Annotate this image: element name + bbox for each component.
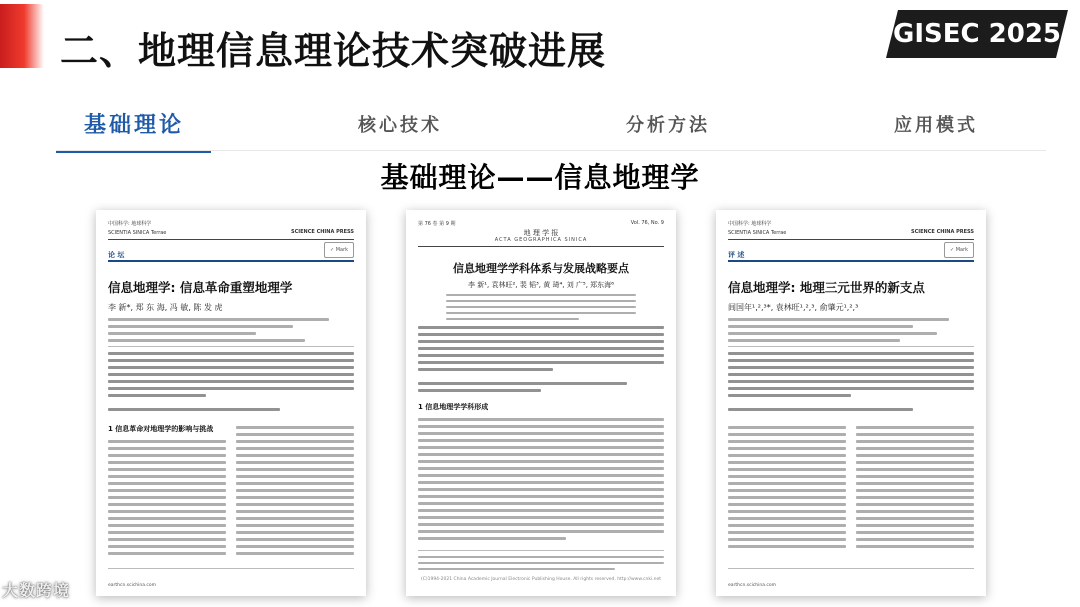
article-type-tag: 论 坛 xyxy=(108,251,125,259)
header-rule xyxy=(728,239,974,240)
brand-logo xyxy=(886,10,1068,58)
affiliations xyxy=(108,318,354,346)
body-columns xyxy=(108,426,354,559)
section-subtitle: 基础理论——信息地理学 xyxy=(380,161,700,194)
page-title: 二、地理信息理论技术突破进展 xyxy=(60,29,607,73)
tab-bar xyxy=(56,106,1046,150)
paper-authors: 李 新¹, 袁林旺², 裴 韬³, 黄 琦⁴, 刘 广⁵, 郑东海⁶ xyxy=(468,281,614,289)
footer-rule xyxy=(108,568,354,569)
footer-site: earthcn.scichina.com xyxy=(728,583,777,588)
publisher-logo: SCIENCE CHINA PRESS xyxy=(291,229,354,235)
volume-info-en: Vol. 76, No. 9 xyxy=(630,220,664,226)
paper-title: 信息地理学: 信息革命重塑地理学 xyxy=(108,280,293,295)
abstract-block xyxy=(728,352,974,401)
abstract-rule xyxy=(108,346,354,347)
crossmark-icon: ✓ Mark xyxy=(324,242,354,258)
footer-rule xyxy=(728,568,974,569)
abstract-rule xyxy=(728,346,974,347)
abstract-block xyxy=(418,326,664,375)
header-rule xyxy=(418,246,664,247)
publisher-logo: SCIENCE CHINA PRESS xyxy=(911,229,974,235)
header-rule xyxy=(108,239,354,240)
footnotes xyxy=(418,556,664,574)
tab-analysis-methods[interactable]: 分析方法 xyxy=(626,115,710,136)
section-heading: 1 信息地理学学科形成 xyxy=(418,403,489,411)
paper-card-1[interactable] xyxy=(96,210,366,596)
paper-card-3[interactable] xyxy=(716,210,986,596)
affiliations xyxy=(728,318,974,346)
paper-title: 信息地理学: 地理三元世界的新支点 xyxy=(728,280,925,295)
journal-name: 中国科学: 地球科学 xyxy=(108,221,152,227)
tab-core-technology[interactable]: 核心技术 xyxy=(358,115,442,136)
footer-site: earthcn.scichina.com xyxy=(108,583,157,588)
paper-authors: 闾国年¹,²,³*, 袁林旺¹,²,³, 俞肇元¹,²,³ xyxy=(728,303,859,312)
watermark: 大数跨境 xyxy=(2,581,71,600)
abstract-block xyxy=(108,352,354,401)
article-type-tag: 评 述 xyxy=(728,251,745,259)
tab-basic-theory[interactable]: 基础理论 xyxy=(84,113,185,138)
body-columns xyxy=(728,426,974,552)
keywords xyxy=(108,408,354,415)
section-heading: 1 信息革命对地理学的影响与挑战 xyxy=(108,425,214,433)
journal-name: 地 理 学 报 xyxy=(523,229,559,237)
keywords xyxy=(418,382,664,396)
brand-logo-text: GISEC 2025 xyxy=(893,19,1061,49)
header-accent-bar xyxy=(0,4,44,68)
crossmark-icon: ✓ Mark xyxy=(944,242,974,258)
keywords xyxy=(728,408,974,415)
journal-name-en: SCIENTIA SINICA Terrae xyxy=(108,230,167,236)
journal-name: 中国科学: 地球科学 xyxy=(728,221,772,227)
paper-card-2[interactable] xyxy=(406,210,676,596)
tag-rule xyxy=(108,260,354,262)
paper-authors: 李 新*, 郑 东 海, 冯 敏, 陈 发 虎 xyxy=(108,303,223,312)
journal-name-en: SCIENTIA SINICA Terrae xyxy=(728,230,787,236)
tag-rule xyxy=(728,260,974,262)
tab-application-modes[interactable]: 应用模式 xyxy=(894,115,978,136)
footer-rule xyxy=(418,550,664,551)
affiliations xyxy=(446,294,636,324)
journal-name-en: ACTA GEOGRAPHICA SINICA xyxy=(494,237,588,243)
body-text xyxy=(418,418,664,544)
tab-divider xyxy=(56,150,1046,151)
copyright-stamp: (C)1994-2021 China Academic Journal Electronic Publishing House. All rights reserved. http://www.cnki.net xyxy=(420,577,662,582)
paper-title: 信息地理学学科体系与发展战略要点 xyxy=(453,262,629,275)
volume-info: 第 76 卷 第 9 期 xyxy=(418,221,456,227)
